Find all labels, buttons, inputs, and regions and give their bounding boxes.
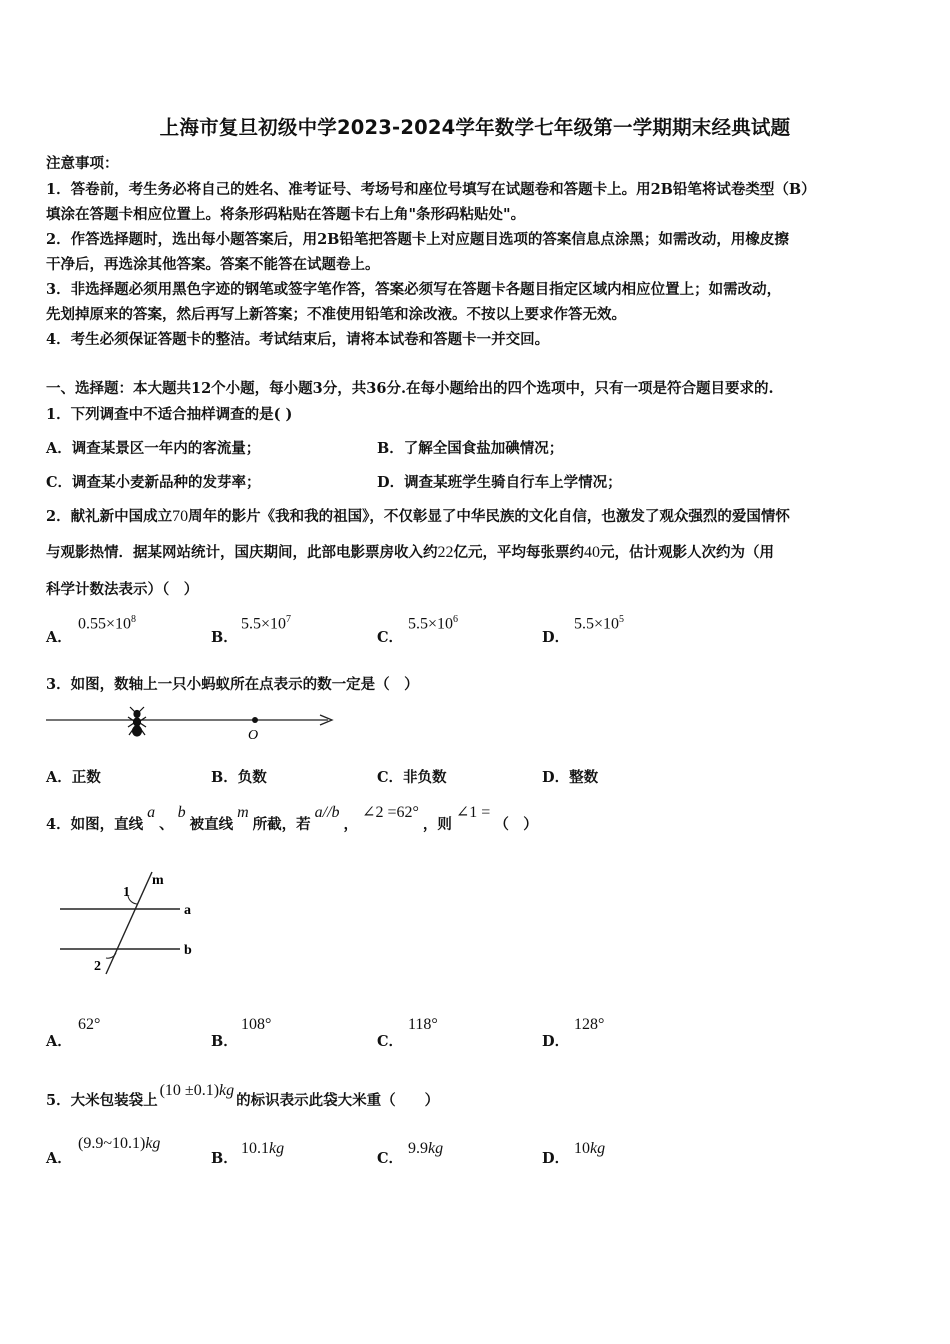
q2-option-c-label: C．	[377, 629, 404, 646]
label-a: a	[184, 903, 191, 918]
exponent: 7	[286, 614, 292, 625]
unit: kg	[428, 1140, 444, 1157]
q5-option-a-label: A．	[46, 1150, 72, 1167]
q2-option-a-label: A．	[46, 629, 72, 646]
section-heading: 一、选择题：本大题共12个小题，每小题3分，共36分.在每小题给出的四个选项中，只有一项是符合题目要求的.	[46, 380, 774, 397]
q4-text: 所截，若	[252, 816, 311, 833]
value: 10.1	[241, 1140, 269, 1157]
notice-line: 填涂在答题卡相应位置上。将条形码粘贴在答题卡右上角"条形码粘贴处"。	[46, 206, 526, 223]
q2-num-40: 40	[584, 544, 600, 561]
notice-line: 4．考生必须保证答题卡的整洁。考试结束后，请将本试卷和答题卡一并交回。	[46, 331, 550, 348]
q5-option-b-value	[241, 1140, 284, 1158]
exponent: 8	[131, 614, 137, 625]
q4-text: 被直线	[189, 816, 234, 833]
parallel-lines-figure	[48, 852, 268, 977]
ant-icon	[128, 707, 146, 736]
label-angle-1: 1	[123, 885, 130, 900]
page-title: 上海市复旦初级中学2023-2024学年数学七年级第一学期期末经典试题	[159, 116, 791, 139]
var-a: a	[147, 804, 156, 821]
q5-text: 5．大米包装袋上	[46, 1092, 158, 1109]
q4-text: （ ）	[494, 816, 538, 833]
value: 9.9	[408, 1140, 428, 1157]
q5-option-d-label: D．	[542, 1150, 570, 1167]
q1-option-c: C．调查某小麦新品种的发芽率；	[46, 474, 261, 491]
q4-option-d-value: 128°	[574, 1016, 605, 1033]
q1-option-a: A．调查某景区一年内的客流量；	[46, 440, 261, 457]
q5-option-c-label: C．	[377, 1150, 404, 1167]
q2-option-b-label: B．	[211, 629, 238, 646]
unit: kg	[590, 1140, 606, 1157]
notice-line: 干净后，再选涂其他答案。答案不能答在试题卷上。	[46, 256, 380, 273]
q4-text: 、	[159, 816, 174, 833]
notice-heading: 注意事项：	[46, 155, 119, 172]
notice-line: 2．作答选择题时，选出每小题答案后，用2B铅笔把答题卡上对应题目选项的答案信息点涂黑；如需改动，用橡皮擦	[46, 231, 789, 248]
q4-option-b-label: B．	[211, 1033, 238, 1050]
unit: kg	[219, 1082, 235, 1099]
q4-text: ，则	[422, 816, 452, 833]
value: 5.5×10	[408, 615, 454, 633]
q4-option-a-label: A．	[46, 1033, 72, 1050]
q1-option-d: D．调查某班学生骑自行车上学情况；	[377, 474, 622, 491]
exponent: 6	[453, 614, 459, 625]
q4-option-b-value: 108°	[241, 1016, 272, 1033]
q4-option-c-value: 118°	[408, 1016, 438, 1033]
q2-option-d-label: D．	[542, 629, 570, 646]
exponent: 5	[619, 614, 625, 625]
label-b: b	[184, 943, 192, 958]
question-2-line-1	[46, 505, 790, 526]
q3-option-d: D．整数	[542, 769, 599, 786]
q2-text: 亿元，平均每张票约	[453, 544, 584, 561]
q2-text: 2．献礼新中国成立	[46, 508, 173, 525]
q5-option-c-value	[408, 1140, 443, 1158]
angle-1-ask: ∠1 =	[455, 804, 491, 821]
q2-text: 元，估计观影人次约为（用	[600, 544, 774, 561]
value: (10 ±0.1)	[159, 1082, 220, 1099]
q3-option-a: A．正数	[46, 769, 101, 786]
q4-text: 4．如图，直线	[46, 816, 144, 833]
notice-line: 3．非选择题必须用黑色字迹的钢笔或签字笔作答，答案必须写在答题卡各题目指定区域内相应位置上；如需改动，	[46, 281, 782, 298]
q2-option-a-value	[78, 614, 136, 633]
question-2-line-3: 科学计数法表示）（ ）	[46, 581, 199, 598]
condition-parallel: a//b	[314, 804, 340, 821]
notice-line: 1．答卷前，考生务必将自己的姓名、准考证号、考场号和座位号填写在试题卷和答题卡上。用2B铅笔将试卷类型（B）	[46, 181, 816, 198]
unit: kg	[145, 1135, 161, 1152]
condition-angle: ∠2 =62°	[362, 804, 419, 821]
q5-option-a-value	[78, 1135, 160, 1153]
q5-option-d-value	[574, 1140, 605, 1158]
unit: kg	[269, 1140, 285, 1157]
q4-option-a-value: 62°	[78, 1016, 101, 1033]
origin-point	[252, 717, 258, 723]
question-4-stem	[46, 804, 538, 834]
q5-option-b-label: B．	[211, 1150, 238, 1167]
value: (9.9~10.1)	[78, 1135, 146, 1152]
notice-line: 先划掉原来的答案，然后再写上新答案；不准使用铅笔和涂改液。不按以上要求作答无效。	[46, 306, 626, 323]
value: 10	[574, 1140, 590, 1157]
question-5-stem	[46, 1082, 440, 1110]
value: 0.55×10	[78, 615, 132, 633]
q3-option-c: C．非负数	[377, 769, 447, 786]
question-2-line-2	[46, 541, 774, 562]
value: 5.5×10	[574, 615, 620, 633]
var-b: b	[177, 804, 186, 821]
number-line-figure	[44, 703, 344, 745]
q2-text: 与观影热情．据某网站统计，国庆期间，此部电影票房收入约	[46, 544, 438, 561]
label-angle-2: 2	[94, 959, 101, 974]
q3-option-b: B．负数	[211, 769, 267, 786]
var-m: m	[237, 804, 249, 821]
q5-label-value	[160, 1082, 235, 1099]
q2-option-d-value	[574, 614, 624, 633]
q2-text: 周年的影片《我和我的祖国》，不仅彰显了中华民族的文化自信，也激发了观众强烈的爱国情怀	[188, 508, 790, 525]
question-1-stem: 1．下列调查中不适合抽样调查的是( )	[46, 406, 293, 423]
label-m: m	[152, 873, 164, 888]
question-3-stem: 3．如图，数轴上一只小蚂蚁所在点表示的数一定是（ ）	[46, 676, 419, 693]
q4-option-d-label: D．	[542, 1033, 570, 1050]
q1-option-b: B．了解全国食盐加碘情况；	[377, 440, 564, 457]
q4-text: ，	[343, 816, 359, 833]
q2-option-b-value	[241, 614, 291, 633]
value: 5.5×10	[241, 615, 287, 633]
q2-num-70: 70	[172, 508, 189, 525]
q4-option-c-label: C．	[377, 1033, 404, 1050]
q5-text: 的标识表示此袋大米重（ ）	[236, 1092, 440, 1109]
origin-label: O	[248, 728, 259, 743]
q2-num-22: 22	[437, 544, 454, 561]
q2-option-c-value	[408, 614, 458, 633]
